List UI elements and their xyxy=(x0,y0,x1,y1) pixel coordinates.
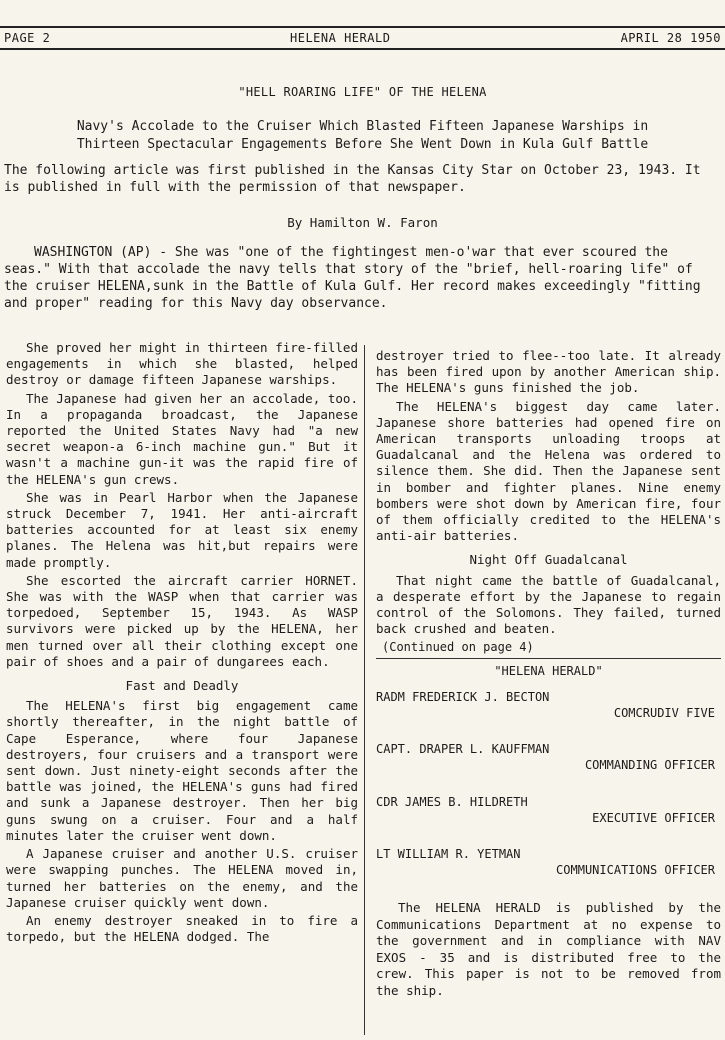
staff-entry xyxy=(376,794,721,826)
paragraph: The HELENA's biggest day came later. Japanese shore batteries had opened fire on American transports unloading troops at Guadalcanal and the Helena was ordered to silence them. She did. Then the Japanese sent in bomber and fighter planes. Nine enemy bombers were shot down by American fire, four of them officially credited to the HELENA's anti-air batteries. xyxy=(376,398,721,544)
paper-name: HELENA HERALD xyxy=(290,31,391,45)
masthead-rule xyxy=(376,658,721,659)
page-number: PAGE 2 xyxy=(4,31,51,45)
masthead xyxy=(376,663,721,1000)
staff-role: COMMANDING OFFICER xyxy=(584,758,715,773)
header-rule-top xyxy=(0,26,725,28)
subtitle-line-2: Thirteen Spectacular Engagements Before She Went Down in Kula Gulf Battle xyxy=(76,137,649,152)
paragraph: She was in Pearl Harbor when the Japanese struck December 7, 1941. Her anti-aircraft batteries accounted for at least six enemy planes. The Helena was hit,but repairs were made promptly. xyxy=(6,489,358,570)
issue-date: APRIL 28 1950 xyxy=(620,31,721,45)
masthead-title: "HELENA HERALD" xyxy=(494,663,603,678)
paragraph: destroyer tried to flee--too late. It already has been fired upon by another American ship. The HELENA's guns finished the job. xyxy=(376,348,721,396)
publication-note: The HELENA HERALD is published by the Communications Department at no expense to the government and in compliance with NAV EXOS - 35 and is distributed free to the crew. This paper is not to be removed from the ship. xyxy=(376,900,721,998)
paragraph: An enemy destroyer sneaked in to fire a torpedo, but the HELENA dodged. The xyxy=(6,912,358,945)
subtitle-line-1: Navy's Accolade to the Cruiser Which Blasted Fifteen Japanese Warships in xyxy=(76,119,649,134)
left-column xyxy=(6,340,358,947)
staff-role: COMCRUDIV FIVE xyxy=(613,706,715,721)
staff-entry xyxy=(376,689,721,721)
column-divider xyxy=(364,345,365,1035)
right-column xyxy=(376,348,721,1012)
intro-note: The following article was first published in the Kansas City Star on October 23, 1943. It is published in full with the permission of that newspaper. xyxy=(4,163,701,195)
paragraph: That night came the battle of Guadalcanal, a desperate effort by the Japanese to regain control of the Solomons. They failed, turned back crushed and beaten. xyxy=(376,572,721,637)
staff-name: LT WILLIAM R. YETMAN xyxy=(376,847,521,862)
byline: By Hamilton W. Faron xyxy=(287,215,438,230)
paragraph: She proved her might in thirteen fire-filled engagements in which she blasted, helped destroy or damage fifteen Japanese warships. xyxy=(6,340,358,388)
staff-role: COMMUNICATIONS OFFICER xyxy=(556,863,715,878)
section-heading: Night Off Guadalcanal xyxy=(469,552,628,568)
header-rule-bottom xyxy=(0,48,725,50)
staff-entry xyxy=(376,741,721,773)
staff-role: EXECUTIVE OFFICER xyxy=(592,810,715,825)
paragraph: The HELENA's first big engagement came shortly thereafter, in the night battle of Cape Esperance, where four Japanese destroyers, four cruisers and a transport were sent down. Just ninety-eight seconds after the battle was joined, the HELENA's guns had fired and sunk a Japanese destroyer. Then her big guns swung on a cruiser. Four and a half minutes later the cruiser went down. xyxy=(6,698,358,843)
article-subtitle xyxy=(40,118,685,154)
article-title: "HELL ROARING LIFE" OF THE HELENA xyxy=(238,85,487,99)
staff-entry xyxy=(376,846,721,878)
paragraph: A Japanese cruiser and another U.S. cruiser were swapping punches. The HELENA moved in, turned her batteries on the enemy, and the Japanese cruiser quickly went down. xyxy=(6,846,358,910)
section-heading: Fast and Deadly xyxy=(125,678,239,694)
staff-name: CDR JAMES B. HILDRETH xyxy=(376,794,528,809)
paragraph: She escorted the aircraft carrier HORNET. She was with the WASP when that carrier was torpedoed, September 15, 1943. As WASP survivors were picked up by the HELENA, her men turned over all their clothing except one pair of shoes and a pair of dungarees each. xyxy=(6,572,358,669)
continued-note: (Continued on page 4) xyxy=(382,640,534,655)
staff-name: RADM FREDERICK J. BECTON xyxy=(376,689,550,704)
staff-name: CAPT. DRAPER L. KAUFFMAN xyxy=(376,742,550,757)
paragraph: The Japanese had given her an accolade, too. In a propaganda broadcast, the Japanese reported the United States Navy had "a new secret weapon-a 6-inch machine gun." But it wasn't a machine gun-it was the rapid fire of the HELENA's gun crews. xyxy=(6,390,358,487)
lead-paragraph: WASHINGTON (AP) - She was "one of the fightingest men-o'war that ever scoured the seas." With that accolade the navy tells that story of the "brief, hell-roaring life" of the cruiser HELENA,sunk in the Battle of Kula Gulf. Her record makes exceedingly "fitting and proper" reading for this Navy day observance. xyxy=(4,245,701,311)
